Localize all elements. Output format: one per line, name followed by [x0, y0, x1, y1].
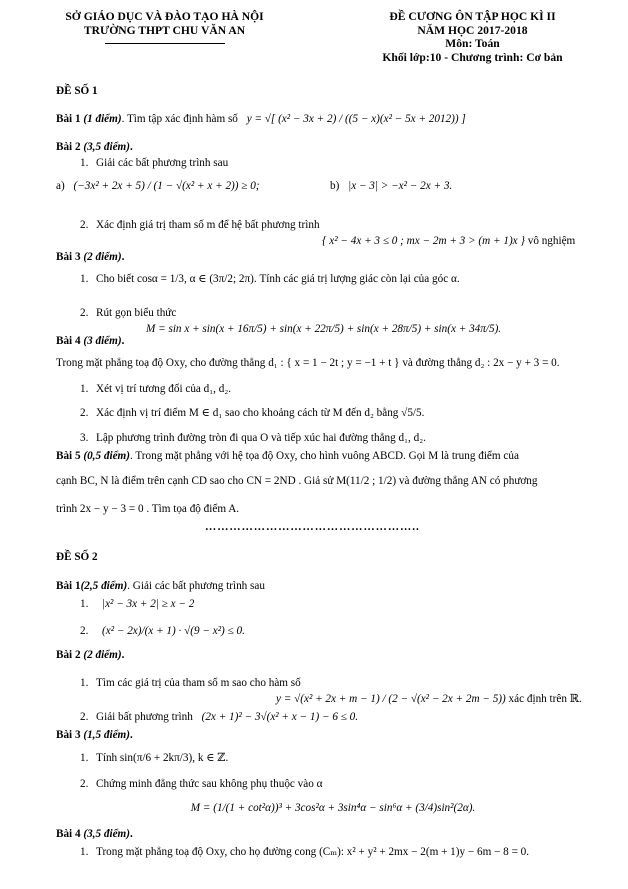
exam1-bai4-q2: [80, 406, 424, 420]
school-name: TRƯỜNG THPT CHU VĂN AN: [83, 23, 246, 37]
header-right: [345, 10, 600, 64]
formula: y = √[ (x² − 3x + 2) / ((5 − x)(x² − 5x + 2012)) ]: [246, 113, 466, 125]
exam2-bai3-q2-formula: [150, 801, 510, 815]
question-text: Lập phương trình đường tròn đi qua O và tiếp xúc hai đường thẳng d₁, d₂.: [96, 432, 426, 444]
bai-points: (2 điểm): [83, 649, 122, 661]
bai-head: Bài 3: [56, 729, 81, 741]
school-year: NĂM HỌC 2017-2018: [417, 23, 528, 37]
bai-head: Bài 3: [56, 251, 81, 263]
bai-points: (0,5 điểm): [83, 450, 130, 462]
exam1-bai2-q2: [80, 218, 320, 232]
bai-head: Bài 2: [56, 649, 81, 661]
bai-points: (3,5 điểm): [83, 828, 130, 840]
exam2-bai2-q2: [80, 710, 358, 724]
bai-head: Bài 4: [56, 828, 81, 840]
formula: y = √(x² + 2x + m − 1) / (2 − √(x² − 2x + 2m − 5)): [276, 693, 506, 705]
exam1-bai2-b: [330, 179, 452, 193]
exam2-title: ĐỀ SỐ 2: [56, 551, 98, 563]
exam1-bai3-q2-formula: [140, 322, 501, 336]
exam1-bai5-line3: trình 2x − y − 3 = 0 . Tìm tọa độ điểm A.: [56, 503, 240, 515]
formula: (x² − 2x)/(x + 1) · √(9 − x²) ≤ 0.: [102, 625, 245, 637]
item-number: 1.: [80, 752, 89, 764]
exam2-bai4-head: [56, 827, 133, 841]
bai-text: . Tìm tập xác định hàm số: [121, 113, 238, 125]
exam1-bai2-head: [56, 140, 133, 154]
question-text: . Trong mặt phẳng với hệ tọa độ Oxy, cho hình vuông ABCD. Gọi M là trung điểm của: [129, 450, 519, 462]
bai-points: (3 điểm): [83, 335, 122, 347]
exam1-bai4-q1: [80, 382, 231, 396]
item-number: 2.: [80, 778, 89, 790]
bai-tail: .: [121, 251, 125, 263]
doc-title: ĐỀ CƯƠNG ÔN TẬP HỌC KÌ II: [389, 10, 556, 23]
item-number: 3.: [80, 432, 89, 444]
bai-head: Bài 5: [56, 450, 81, 462]
bai-tail: .: [129, 141, 133, 153]
question-text: Xét vị trí tương đối của d₁, d₂.: [96, 383, 232, 395]
item-number: 2.: [80, 407, 89, 419]
exam1-bai2-q1: [80, 156, 228, 170]
exam1-bai4-intro: Trong mặt phẳng toạ độ Oxy, cho đường thẳng d₁ : { x = 1 − 2t ; y = −1 + t } và đường thẳng d₂ : 2x − y + 3 = 0.: [56, 357, 560, 369]
question-text: Chứng minh đẳng thức sau không phụ thuộc vào α: [96, 778, 323, 790]
exam1-bai2-a: [56, 179, 260, 193]
bai-tail: .: [129, 729, 133, 741]
question-text: Xác định vị trí điểm M ∈ d₁ sao cho khoảng cách từ M đến d₂ bằng √5/5.: [96, 407, 425, 419]
question-text: Giải bất phương trình: [96, 711, 193, 723]
formula: M = (1/(1 + cot²α))³ + 3cos²α + 3sin⁴α − sin⁶α + (3/4)sin²(2α).: [190, 802, 476, 814]
question-tail: xác định trên ℝ.: [508, 693, 582, 705]
bai-text: . Giải các bất phương trình sau: [127, 580, 265, 592]
header-rule: [105, 43, 225, 44]
exam1-bai3-q2: [80, 306, 176, 320]
bai-tail: .: [121, 335, 125, 347]
exam1-bai3-head: [56, 250, 124, 264]
formula: (2x + 1)² − 3√(x² + x − 1) − 6 ≤ 0.: [201, 711, 359, 723]
bai-tail: .: [121, 649, 125, 661]
formula: (−3x² + 2x + 5) / (1 − √(x² + x + 2)) ≥ 0;: [73, 180, 260, 192]
bai-head: Bài 4: [56, 335, 81, 347]
bai-points: (1 điểm): [83, 113, 122, 125]
bai-head: Bài 1: [56, 580, 81, 592]
exam2-bai3-q1: [80, 751, 228, 765]
question-text: Rút gọn biểu thức: [96, 307, 177, 319]
bai-tail: .: [129, 828, 133, 840]
section-separator: ……………………………………………..: [205, 521, 420, 533]
item-number: 1.: [80, 157, 89, 169]
item-number: 1.: [80, 273, 89, 285]
exam2-bai2-q1-formula: [270, 692, 582, 706]
exam2-bai2-q1: [80, 676, 301, 690]
bai-points: (1,5 điểm): [83, 729, 130, 741]
exam2-bai1: [56, 579, 265, 593]
item-number: 2.: [80, 711, 89, 723]
question-text: Trong mặt phẳng toạ độ Oxy, cho họ đường cong (Cₘ): x² + y² + 2mx − 2(m + 1)y − 6m − 8 = 0.: [96, 846, 530, 858]
part-label: a): [56, 180, 65, 192]
question-text: Giải các bất phương trình sau: [96, 157, 229, 169]
exam2-bai2-head: [56, 648, 124, 662]
question-tail: vô nghiệm: [527, 235, 576, 247]
formula: M = sin x + sin(x + 16π/5) + sin(x + 22π/5) + sin(x + 28π/5) + sin(x + 34π/5).: [146, 323, 502, 335]
exam1-bai5-line1: [56, 449, 519, 463]
bai-points: (2,5 điểm): [80, 580, 128, 592]
exam2-bai3-head: [56, 728, 133, 742]
exam1-bai4-head: [56, 334, 124, 348]
exam2-bai1-q2: [80, 624, 245, 638]
exam1-bai4-q3: [80, 431, 426, 445]
part-label: b): [330, 180, 340, 192]
exam2-bai3-q2: [80, 777, 323, 791]
department-name: SỞ GIÁO DỤC VÀ ĐÀO TẠO HÀ NỘI: [65, 10, 264, 23]
item-number: 1.: [80, 598, 89, 610]
item-number: 2.: [80, 307, 89, 319]
item-number: 1.: [80, 383, 89, 395]
bai-head: Bài 2: [56, 141, 81, 153]
exam2-bai4-q1: [80, 845, 529, 859]
exam1-bai1: [56, 112, 466, 126]
grade-program: Khối lớp:10 - Chương trình: Cơ bản: [382, 50, 563, 64]
bai-head: Bài 1: [56, 113, 81, 125]
item-number: 2.: [80, 625, 89, 637]
exam1-title: ĐỀ SỐ 1: [56, 85, 98, 97]
item-number: 2.: [80, 219, 89, 231]
question-text: Tìm các giá trị của tham số m sao cho hàm số: [96, 677, 301, 689]
item-number: 1.: [80, 677, 89, 689]
formula: { x² − 4x + 3 ≤ 0 ; mx − 2m + 3 > (m + 1)x }: [322, 235, 525, 247]
bai-points: (2 điểm): [83, 251, 122, 263]
exam1-bai5-line2: cạnh BC, N là điểm trên cạnh CD sao cho CN = 2ND . Giả sử M(11/2 ; 1/2) và đường thẳng AN có phương: [56, 475, 538, 487]
question-text: Xác định giá trị tham số m để hệ bất phương trình: [96, 219, 320, 231]
exam1-bai3-q1: [80, 272, 460, 286]
question-text: Cho biết cosα = 1/3, α ∈ (3π/2; 2π). Tính các giá trị lượng giác còn lại của góc α.: [96, 273, 460, 285]
header-left: [52, 10, 277, 44]
question-text: Tính sin(π/6 + 2kπ/3), k ∈ ℤ.: [96, 752, 229, 764]
bai-points: (3,5 điểm): [83, 141, 130, 153]
formula: |x² − 3x + 2| ≥ x − 2: [102, 598, 195, 610]
subject: Môn: Toán: [445, 37, 500, 50]
item-number: 1.: [80, 846, 89, 858]
exam2-bai1-q1: [80, 597, 194, 611]
formula: |x − 3| > −x² − 2x + 3.: [348, 180, 453, 192]
exam1-bai2-q2-system: [316, 234, 575, 248]
